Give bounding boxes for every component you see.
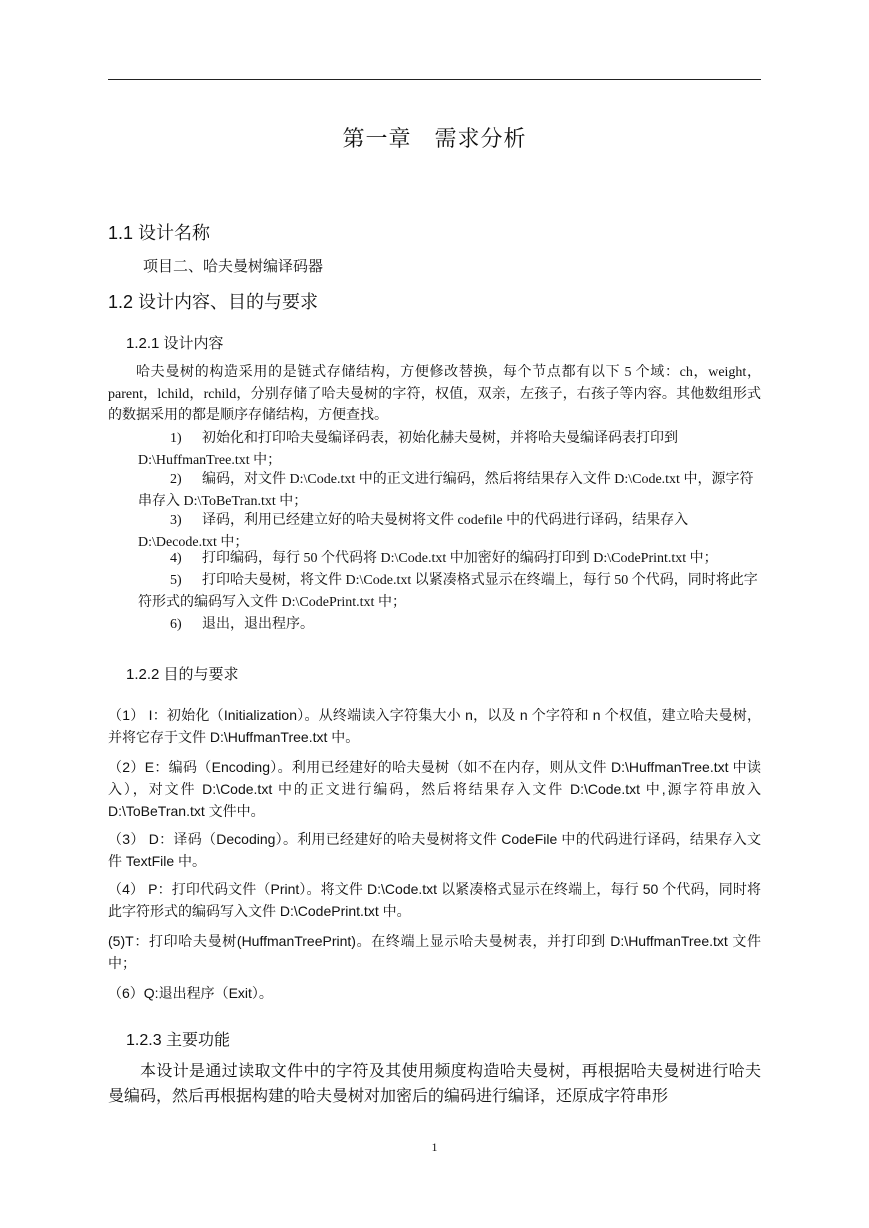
section-heading-1-2-3: 1.2.3 主要功能 — [126, 1032, 231, 1049]
section-heading-1-1: 1.1 设计名称 — [108, 223, 211, 243]
requirement-item: （4） P：打印代码文件（Print）。将文件 D:\Code.txt 以紧凑格式显示在终端上，每行 50 个代码，同时将此字符形式的编码写入文件 D:\CodePrint.txt 中。 — [108, 881, 761, 919]
list-item — [138, 510, 761, 553]
requirement-item: （6）Q:退出程序（Exit）。 — [108, 985, 273, 1001]
page-number: 1 — [431, 1140, 438, 1154]
main-function-text: 本设计是通过读取文件中的字符及其使用频度构造哈夫曼树，再根据哈夫曼树进行哈夫曼编码，然后再根据构建的哈夫曼树对加密后的编码进行编译，还原成字符串形 — [108, 1063, 761, 1105]
list-item — [138, 469, 761, 512]
design-name-text: 项目二、哈夫曼树编译码器 — [143, 259, 324, 275]
chapter-title: 第一章 需求分析 — [342, 126, 527, 151]
requirement-item: (5)T：打印哈夫曼树(HuffmanTreePrint)。在终端上显示哈夫曼树表，并打印到 D:\HuffmanTree.txt 文件中； — [108, 933, 761, 971]
list-item-number: 4) — [170, 551, 182, 566]
requirement-item: （3） D：译码（Decoding）。利用已经建好的哈夫曼树将文件 CodeFile 中的代码进行译码，结果存入文件 TextFile 中。 — [108, 831, 761, 869]
list-item-text: 译码，利用已经建立好的哈夫曼树将文件 codefile 中的代码进行译码，结果存入 D:\Decode.txt 中； — [138, 513, 689, 550]
list-item-number: 2) — [170, 472, 182, 487]
section-heading-1-2-2: 1.2.2 目的与要求 — [126, 666, 239, 683]
list-item-number: 6) — [170, 617, 182, 632]
list-item-text: 打印哈夫曼树，将文件 D:\Code.txt 以紧凑格式显示在终端上，每行 50 个代码，同时将此字符形式的编码写入文件 D:\CodePrint.txt 中； — [138, 573, 758, 610]
list-item-number: 5) — [170, 573, 182, 588]
list-item — [138, 570, 761, 613]
list-item — [138, 428, 761, 471]
section-heading-1-2-1: 1.2.1 设计内容 — [126, 335, 224, 352]
requirement-item: （2）E：编码（Encoding）。利用已经建好的哈夫曼树（如不在内存，则从文件 D:\HuffmanTree.txt 中读入），对文件 D:\Code.txt 中的正文进行编码，然后将结果存入文件 D:\Code.txt 中,源字符串放入 D:\ToBeTran.txt 文件中。 — [108, 759, 761, 819]
list-item-text: 退出，退出程序。 — [202, 617, 314, 632]
requirement-item: （1） I：初始化（Initialization）。从终端读入字符集大小 n，以及 n 个字符和 n 个权值，建立哈夫曼树，并将它存于文件 D:\HuffmanTree.txt 中。 — [108, 707, 761, 745]
list-item-text: 打印编码，每行 50 个代码将 D:\Code.txt 中加密好的编码打印到 D:\CodePrint.txt 中； — [202, 551, 718, 566]
design-content-intro: 哈夫曼树的构造采用的是链式存储结构，方便修改替换，每个节点都有以下 5 个域：ch，weight，parent，lchild，rchild，分别存储了哈夫曼树的字符，权值，双亲，左孩子，右孩子等内容。其他数组形式的数据采用的都是顺序存储结构，方便查找。 — [108, 365, 761, 423]
header-rule — [108, 79, 761, 80]
list-item — [138, 548, 761, 570]
list-item — [138, 614, 761, 636]
list-item-text: 初始化和打印哈夫曼编译码表，初始化赫夫曼树，并将哈夫曼编译码表打印到 D:\HuffmanTree.txt 中； — [138, 431, 678, 468]
section-heading-1-2: 1.2 设计内容、目的与要求 — [108, 292, 319, 312]
list-item-number: 1) — [170, 431, 182, 446]
list-item-text: 编码，对文件 D:\Code.txt 中的正文进行编码，然后将结果存入文件 D:\Code.txt 中，源字符串存入 D:\ToBeTran.txt 中； — [138, 472, 754, 509]
list-item-number: 3) — [170, 513, 182, 528]
